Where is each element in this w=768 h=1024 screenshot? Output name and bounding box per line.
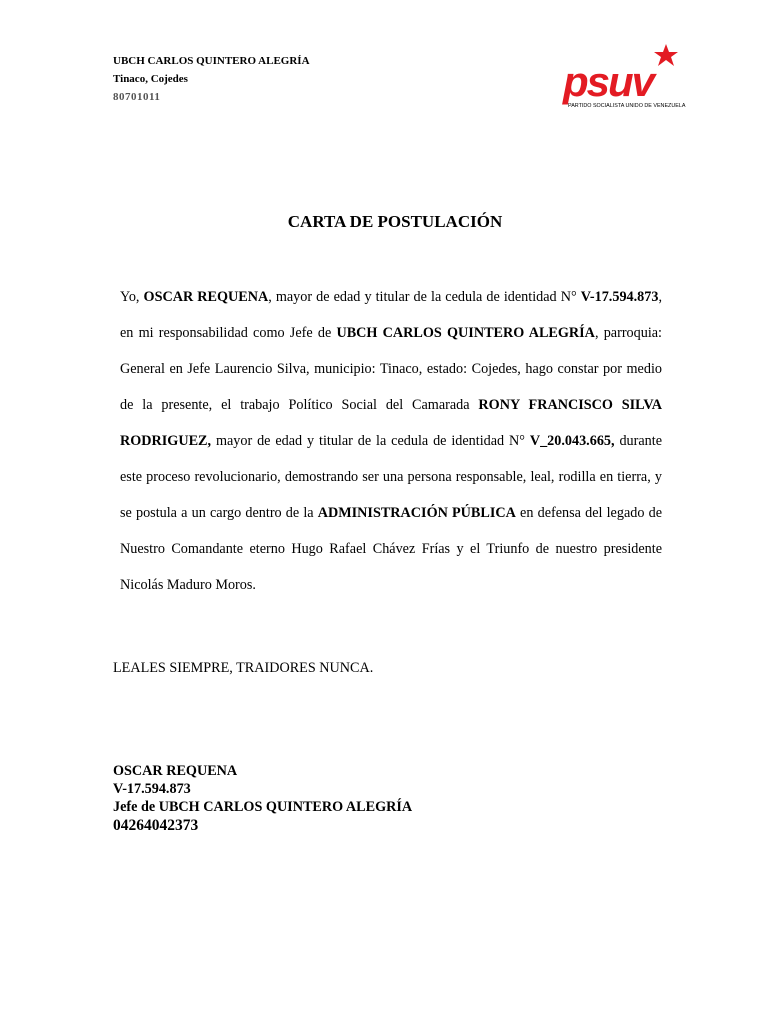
signature-block: [113, 762, 412, 836]
body-text: durante este proceso revolucionario, demostrando ser una persona responsable, leal, rodilla en tierra, y se postula a un cargo dentro de la: [120, 433, 662, 521]
letter-body: [120, 279, 662, 603]
signer-name: OSCAR REQUENA: [113, 763, 238, 779]
declarant-id: V-17.594.873: [580, 289, 659, 305]
ubch-name: UBCH CARLOS QUINTERO ALEGRÍA: [336, 325, 595, 341]
slogan: LEALES SIEMPRE, TRAIDORES NUNCA.: [113, 660, 374, 676]
body-paragraph: [120, 279, 662, 603]
psuv-logo: [562, 44, 706, 114]
signer-role: Jefe de UBCH CARLOS QUINTERO ALEGRÍA: [113, 799, 413, 815]
location: Tinaco, Cojedes: [113, 73, 188, 85]
logo-wordmark: psuv: [563, 58, 654, 105]
body-text: , parroquia: General en Jefe Laurencio Silva, municipio: Tinaco, estado: Cojedes, hago constar por medio de la presente, el trabajo Político Social del Camarada: [120, 325, 663, 413]
letterhead: [113, 52, 310, 106]
body-text: , mayor de edad y titular de la cedula de identidad N°: [268, 289, 581, 305]
candidate-name: RONY FRANCISCO SILVA RODRIGUEZ,: [120, 397, 662, 449]
administration: ADMINISTRACIÓN PÚBLICA: [317, 505, 516, 521]
declarant-name: OSCAR REQUENA: [143, 289, 269, 305]
org-name: UBCH CARLOS QUINTERO ALEGRÍA: [113, 55, 310, 67]
signer-id: V-17.594.873: [113, 781, 191, 797]
body-text: Yo,: [120, 289, 144, 305]
red-star-icon: [654, 44, 678, 66]
logo-subtitle: PARTIDO SOCIALISTA UNIDO DE VENEZUELA: [568, 103, 686, 109]
document-title: CARTA DE POSTULACIÓN: [287, 212, 503, 231]
candidate-id: V_20.043.665,: [529, 433, 615, 449]
body-text: mayor de edad y titular de la cedula de identidad N°: [211, 433, 530, 449]
body-text: en defensa del legado de Nuestro Comandante eterno Hugo Rafael Chávez Frías y el Triunfo de nuestro presidente Nicolás Maduro Moros.: [120, 505, 662, 593]
signer-phone: 04264042373: [113, 817, 199, 834]
org-code: 80701011: [113, 91, 161, 103]
body-text: , en mi responsabilidad como Jefe de: [120, 289, 663, 341]
